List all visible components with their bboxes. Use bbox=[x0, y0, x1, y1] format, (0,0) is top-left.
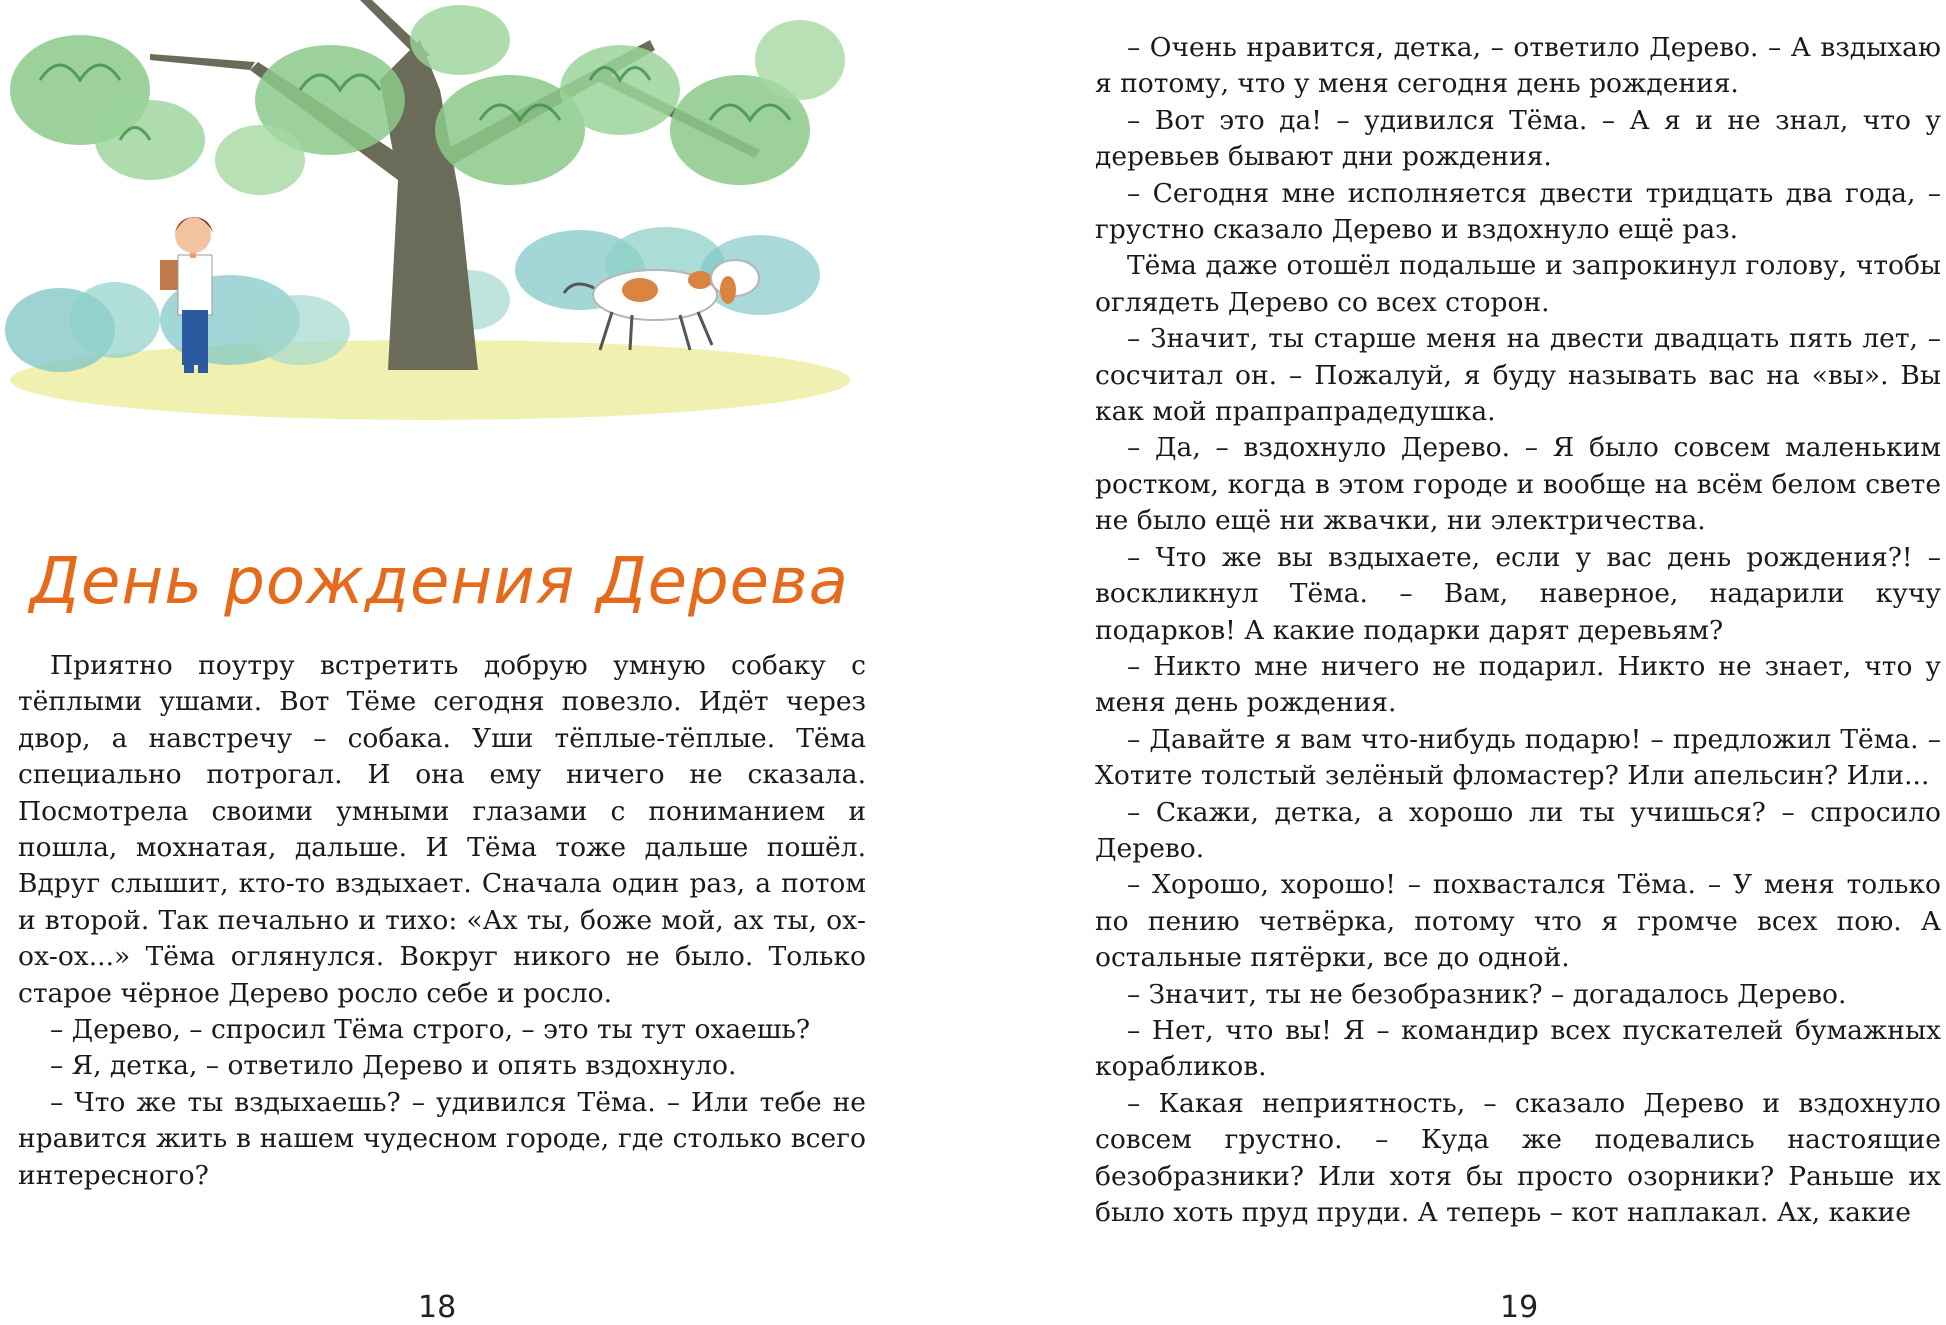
paragraph: – Нет, что вы! Я – командир всех пускателей бумажных корабликов. bbox=[1095, 1014, 1941, 1083]
page-number-right: 19 bbox=[1500, 1290, 1539, 1325]
paragraph: – Хорошо, хорошо! – похвастался Тёма. – У меня только по пению четвёрка, потому что я громче всех пою. А остальные пятёрки, все до одной. bbox=[1095, 869, 1941, 974]
paragraph: Приятно поутру встретить добрую умную собаку с тёплыми ушами. Вот Тёме сегодня повезло. Идёт через двор, а навстречу – собака. Уши тёплые-тёплые. Тёма специально потрогал. И она ему ничего не сказала. Посмотрела своими умными глазами с пониманием и пошла, мохнатая, дальше. И Тёма тоже дальше пошёл. Вдруг слышит, кто-то вздыхает. Сначала один раз, а потом и второй. Так печально и тихо: «Ах ты, боже мой, ах ты, ох-ох-ох...» Тёма оглянулся. Вокруг никого не было. Только старое чёрное Дерево росло себе и росло. bbox=[18, 650, 866, 1009]
paragraph: – Что же ты вздыхаешь? – удивился Тёма. – Или тебе не нравится жить в нашем чудесном городе, где столько всего интересного? bbox=[18, 1086, 866, 1191]
paragraph: – Никто мне ничего не подарил. Никто не знает, что у меня день рождения. bbox=[1095, 650, 1941, 719]
paragraph: – Значит, ты не безобразник? – догадалось Дерево. bbox=[1127, 978, 1847, 1010]
tree-illustration bbox=[0, 0, 850, 420]
paragraph: – Какая неприятность, – сказало Дерево и вздохнуло совсем грустно. – Куда же подевались настоящие безобразники? Или хотя бы просто озорники? Раньше их было хоть пруд пруди. А теперь – кот наплакал. Ах, какие bbox=[1095, 1087, 1941, 1228]
paragraph: – Я, детка, – ответило Дерево и опять вздохнуло. bbox=[50, 1050, 737, 1082]
page-number: 18 bbox=[418, 1290, 457, 1325]
paragraph: – Давайте я вам что-нибудь подарю! – предложил Тёма. – Хотите толстый зелёный фломастер? Или апельсин? Или... bbox=[1095, 723, 1941, 792]
paragraph: – Значит, ты старше меня на двести двадцать пять лет, – сосчитал он. – Пожалуй, я буду называть вас на «вы». Вы как мой прапрапрадедушка. bbox=[1095, 323, 1941, 428]
paragraph: – Что же вы вздыхаете, если у вас день рождения?! – воскликнул Тёма. – Вам, наверное, надарили кучу подарков! А какие подарки дарят деревьям? bbox=[1095, 541, 1941, 646]
paragraph: – Дерево, – спросил Тёма строго, – это ты тут охаешь? bbox=[50, 1014, 811, 1046]
paragraph: Тёма даже отошёл подальше и запрокинул голову, чтобы оглядеть Дерево со всех сторон. bbox=[1095, 250, 1941, 318]
right-page-text bbox=[1095, 30, 1941, 1231]
paragraph: – Сегодня мне исполняется двести тридцать два года, – грустно сказало Дерево и вздохнуло ещё раз. bbox=[1095, 177, 1941, 246]
paragraph: – Очень нравится, детка, – ответило Дерево. – А вздыхаю я потому, что у меня сегодня день рождения. bbox=[1095, 32, 1941, 100]
paragraph: – Скажи, детка, а хорошо ли ты учишься? – спросило Дерево. bbox=[1095, 796, 1941, 864]
paragraph: – Вот это да! – удивился Тёма. – А я и не знал, что у деревьев бывают дни рождения. bbox=[1095, 104, 1941, 173]
chapter-title: День рождения Дерева bbox=[30, 545, 849, 619]
paragraph: – Да, – вздохнуло Дерево. – Я было совсем маленьким ростком, когда в этом городе и вообще на всём белом свете не было ещё ни жвачки, ни электричества. bbox=[1095, 432, 1941, 537]
left-page-text bbox=[18, 648, 866, 1194]
